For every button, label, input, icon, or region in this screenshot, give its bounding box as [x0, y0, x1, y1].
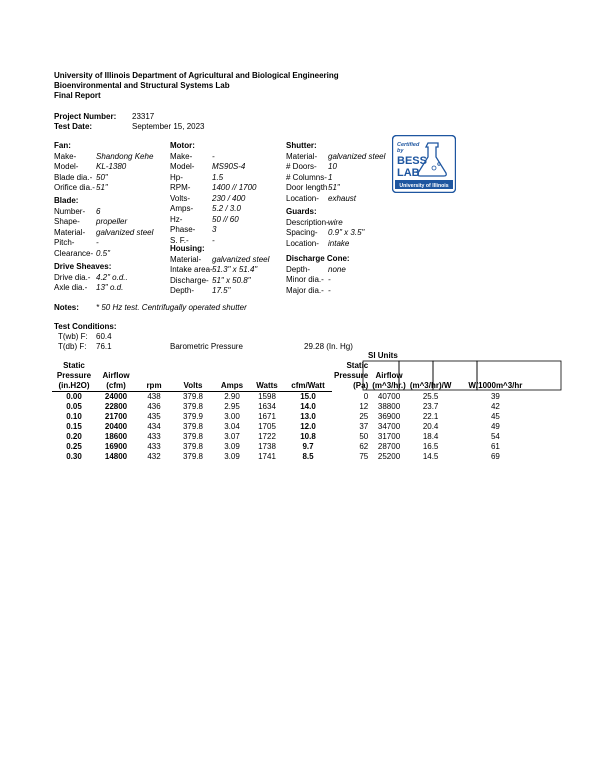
field-label: Location- — [286, 193, 319, 203]
field-value: - — [328, 285, 331, 295]
field-value: 51.3" x 51.4" — [212, 265, 258, 274]
table-cell: 14.5 — [422, 452, 439, 461]
table-header-cell — [136, 361, 172, 371]
table-cell: 61 — [490, 442, 500, 451]
table-cell: 1738 — [258, 442, 276, 451]
table-cell: 15.0 — [300, 392, 316, 401]
field-label: Minor dia.- — [286, 275, 324, 284]
table-cell: 25 — [359, 412, 369, 421]
field-label: Orifice dia.- — [54, 183, 95, 192]
table-cell: 3.09 — [224, 442, 240, 451]
project-number-label: Project Number: — [54, 112, 117, 121]
table-row — [52, 452, 537, 462]
field-value: 1400 // 1700 — [212, 183, 257, 192]
table-cell: 18.4 — [422, 432, 439, 441]
table-cell: 45 — [490, 412, 500, 421]
table-cell: 69 — [490, 452, 500, 461]
field-value: galvanized steel — [212, 254, 270, 264]
table-header-cell — [408, 371, 454, 381]
barometric-pressure-value: 29.28 (In. Hg) — [304, 342, 353, 351]
field-label: Material- — [54, 227, 86, 237]
performance-table — [52, 361, 537, 462]
table-cell: 379.9 — [182, 412, 204, 421]
notes-text: * 50 Hz test. Centrifugally operated shutter — [96, 303, 247, 312]
field-label: Model- — [54, 162, 79, 171]
table-header-cell: (m^3/hr)/W — [409, 381, 452, 391]
field-label: Material- — [170, 254, 202, 264]
table-cell: 1634 — [258, 402, 276, 411]
field-value: 230 / 400 — [212, 193, 246, 203]
field-value: exhaust — [328, 193, 357, 203]
field-label: RPM- — [170, 183, 191, 192]
table-cell: 28700 — [377, 442, 401, 451]
table-cell: 38800 — [377, 402, 401, 411]
table-cell: 1598 — [258, 392, 276, 401]
tdb-value: 76.1 — [96, 342, 112, 351]
table-header-cell — [214, 371, 250, 381]
field-label: Pitch- — [54, 238, 75, 247]
table-row — [52, 392, 537, 403]
table-header-cell — [172, 371, 214, 381]
table-cell: 40700 — [377, 391, 401, 401]
table-header-cell — [250, 361, 284, 371]
table-cell: 54 — [490, 432, 500, 441]
table-cell: 2.90 — [224, 392, 240, 401]
drive-sheaves-title: Drive Sheaves: — [54, 262, 112, 271]
field-value: 51" x 50.8" — [212, 275, 251, 285]
notes-label: Notes: — [54, 303, 79, 312]
logo-text-by: by — [397, 148, 404, 154]
table-cell: 432 — [147, 452, 161, 461]
table-cell: 22.1 — [422, 412, 439, 421]
table-row — [52, 422, 537, 432]
table-cell: 21700 — [104, 412, 128, 421]
field-label: # Columns- — [286, 172, 327, 182]
field-value: Shandong Kehe — [96, 151, 154, 161]
logo-text-lab: LAB — [397, 167, 420, 179]
table-cell: 434 — [147, 422, 161, 431]
table-cell: 379.8 — [182, 452, 204, 461]
table-cell: 49 — [490, 422, 500, 431]
table-cell: 25200 — [377, 452, 401, 461]
table-cell: 18600 — [104, 432, 128, 441]
field-value: galvanized steel — [328, 151, 386, 161]
table-cell: 9.7 — [302, 442, 314, 451]
field-label: # Doors- — [286, 162, 317, 171]
field-value: 3 — [212, 225, 217, 234]
table-cell: 31700 — [377, 432, 401, 441]
table-cell: 3.00 — [224, 412, 240, 421]
table-header-cell: Volts — [172, 381, 214, 392]
table-header-cell: (in.H2O) — [52, 381, 96, 392]
guards-title: Guards: — [286, 207, 317, 216]
table-cell: 0.25 — [66, 442, 82, 451]
table-header-cell: Pressure — [56, 371, 92, 380]
table-cell: 16900 — [104, 442, 128, 451]
field-value: 17.5" — [212, 286, 231, 295]
table-header-cell — [96, 361, 136, 371]
field-label: Hp- — [170, 172, 183, 182]
field-value: 0.5" — [96, 248, 110, 258]
table-header-cell — [370, 361, 408, 371]
field-label: Make- — [54, 151, 77, 161]
header-line-2: Bioenvironmental and Structural Systems Lab — [54, 81, 230, 90]
field-value: - — [212, 235, 215, 245]
table-cell: 433 — [147, 432, 161, 441]
table-header-cell — [136, 371, 172, 381]
field-value: MS90S-4 — [212, 162, 246, 171]
header-line-1: University of Illinois Department of Agricultural and Biological Engineering — [54, 71, 339, 80]
table-header-cell: Static — [63, 361, 85, 370]
table-cell: 8.5 — [302, 452, 314, 461]
field-label: Discharge- — [170, 275, 209, 285]
field-value: 50" — [96, 172, 108, 182]
tdb-label: T(db) F: — [58, 342, 87, 351]
table-header-cell: (m^3/hr.) — [372, 381, 406, 391]
field-value: 6 — [96, 206, 101, 216]
field-value: - — [328, 275, 331, 284]
logo-text-bess: BESS — [397, 155, 427, 167]
field-label: S. F.- — [170, 235, 189, 245]
field-value: 51" — [328, 183, 340, 192]
table-cell: 1722 — [258, 432, 276, 441]
table-row — [52, 432, 537, 442]
table-cell: 0.15 — [66, 422, 82, 431]
table-header-cell — [408, 361, 454, 371]
field-label: Volts- — [170, 193, 191, 203]
table-cell: 36900 — [377, 412, 401, 421]
field-label: Location- — [286, 238, 319, 248]
table-cell: 62 — [359, 442, 369, 451]
table-cell: 16.5 — [422, 442, 439, 451]
table-cell: 0.20 — [66, 432, 82, 441]
table-cell: 379.8 — [182, 432, 204, 441]
field-label: Description- — [286, 217, 329, 227]
table-cell: 2.95 — [224, 402, 240, 411]
field-value: 10 — [328, 162, 337, 171]
field-label: Model- — [170, 162, 195, 171]
field-value: 51" — [96, 183, 108, 192]
table-cell: 438 — [147, 392, 161, 401]
blade-title: Blade: — [54, 196, 79, 205]
table-cell: 379.8 — [182, 442, 204, 451]
field-label: Material- — [286, 151, 318, 161]
table-header-cell: rpm — [136, 381, 172, 392]
field-value: 50 // 60 — [212, 214, 239, 224]
table-header-cell — [214, 361, 250, 371]
table-header-row — [52, 381, 537, 392]
field-label: Hz- — [170, 214, 183, 224]
table-cell: 24000 — [104, 392, 128, 401]
field-label: Clearance- — [54, 248, 94, 258]
field-value: propeller — [96, 217, 128, 226]
table-cell: 0.00 — [66, 392, 82, 401]
table-row — [52, 402, 537, 412]
table-header-row — [52, 371, 537, 381]
table-cell: 1705 — [258, 422, 276, 431]
field-value: - — [212, 151, 215, 161]
test-conditions-title: Test Conditions: — [54, 322, 117, 331]
field-label: Major dia.- — [286, 285, 324, 295]
table-header-cell — [284, 371, 332, 381]
table-header-cell — [172, 361, 214, 371]
field-label: Depth- — [170, 286, 195, 295]
twb-value: 60.4 — [96, 332, 112, 341]
field-label: Shape- — [54, 217, 80, 226]
field-label: Make- — [170, 151, 193, 161]
table-cell: 1671 — [258, 412, 276, 421]
table-cell: 0.30 — [66, 452, 82, 461]
field-label: Phase- — [170, 225, 196, 234]
twb-label: T(wb) F: — [58, 332, 88, 341]
fan-title: Fan: — [54, 141, 71, 150]
table-cell: 13.0 — [300, 412, 316, 421]
table-header-cell — [453, 371, 537, 381]
field-value: 1 — [328, 172, 333, 182]
field-label: Axle dia.- — [54, 283, 88, 292]
table-row — [52, 412, 537, 422]
table-header-cell: Static — [346, 361, 369, 370]
table-header-cell: Airflow — [102, 371, 130, 380]
test-date: September 15, 2023 — [132, 122, 205, 131]
table-cell: 14.0 — [300, 402, 316, 411]
table-cell: 42 — [490, 402, 500, 411]
field-value: 13" o.d. — [96, 283, 124, 292]
table-cell: 433 — [147, 442, 161, 451]
table-cell: 25.5 — [422, 391, 439, 401]
test-date-label: Test Date: — [54, 122, 93, 131]
table-header-cell: cfm/Watt — [284, 381, 332, 392]
field-value: - — [96, 238, 99, 247]
field-value: galvanized steel — [96, 227, 154, 237]
field-label: Amps- — [170, 204, 194, 213]
shutter-title: Shutter: — [286, 141, 317, 150]
table-cell: 22800 — [104, 402, 128, 411]
table-cell: 435 — [147, 412, 161, 421]
table-cell: 14800 — [104, 452, 128, 461]
field-value: wire — [328, 217, 343, 227]
field-label: Drive dia.- — [54, 272, 91, 282]
field-value: 5.2 / 3.0 — [212, 204, 241, 213]
table-header-cell: W/1000m^3/hr — [468, 381, 523, 391]
table-cell: 1741 — [258, 452, 276, 461]
table-cell: 379.8 — [182, 392, 204, 401]
table-header-cell: Pressure — [334, 371, 369, 380]
table-cell: 37 — [359, 422, 369, 431]
table-cell: 34700 — [377, 422, 401, 431]
field-label: Number- — [54, 206, 86, 216]
table-header-cell: Watts — [250, 381, 284, 392]
logo-banner-text: University of Illinois — [399, 182, 449, 189]
table-header-cell: (cfm) — [96, 381, 136, 392]
field-value: 4.2" o.d.. — [96, 272, 128, 282]
table-cell: 436 — [147, 402, 161, 411]
table-cell: 39 — [490, 391, 500, 401]
table-cell: 0 — [363, 391, 369, 401]
field-value: none — [328, 264, 346, 274]
table-cell: 379.8 — [182, 402, 204, 411]
table-cell: 23.7 — [422, 402, 439, 411]
table-cell: 75 — [359, 452, 369, 461]
table-cell: 10.8 — [300, 432, 316, 441]
project-number: 23317 — [132, 112, 155, 121]
logo-text-certified: Certified — [397, 142, 420, 148]
table-cell: 3.07 — [224, 432, 240, 441]
table-header-cell — [284, 361, 332, 371]
table-header-cell: Amps — [214, 381, 250, 392]
table-cell: 0.10 — [66, 412, 82, 421]
table-header-cell: (Pa) — [353, 381, 369, 391]
table-cell: 3.09 — [224, 452, 240, 461]
field-label: Door length — [286, 183, 328, 192]
table-row — [52, 442, 537, 452]
table-cell: 20.4 — [422, 422, 439, 431]
table-cell: 379.8 — [182, 422, 204, 431]
field-value: 1.5 — [212, 172, 224, 182]
table-cell: 50 — [359, 432, 369, 441]
table-header-cell — [453, 361, 537, 371]
field-label: Blade dia.- — [54, 172, 93, 182]
table-header-cell: Airflow — [375, 371, 403, 380]
table-header-row — [52, 361, 537, 371]
table-cell: 20400 — [104, 422, 128, 431]
field-label: Spacing- — [286, 228, 318, 237]
discharge-cone-title: Discharge Cone: — [286, 254, 350, 263]
table-cell: 3.04 — [224, 422, 240, 431]
table-cell: 12 — [359, 402, 369, 411]
table-header-cell — [250, 371, 284, 381]
table-cell: 0.05 — [66, 402, 82, 411]
table-cell: 12.0 — [300, 422, 316, 431]
field-value: 0.9" x 3.5" — [328, 228, 365, 237]
motor-title: Motor: — [170, 141, 195, 150]
field-label: Depth- — [286, 264, 311, 274]
header-line-3: Final Report — [54, 91, 101, 100]
field-value: KL-1380 — [96, 162, 127, 171]
field-value: intake — [328, 238, 350, 248]
si-units-label: SI Units — [368, 351, 398, 360]
field-label: Intake area- — [170, 265, 213, 274]
barometric-pressure-label: Barometric Pressure — [170, 342, 243, 351]
housing-title: Housing: — [170, 244, 205, 253]
